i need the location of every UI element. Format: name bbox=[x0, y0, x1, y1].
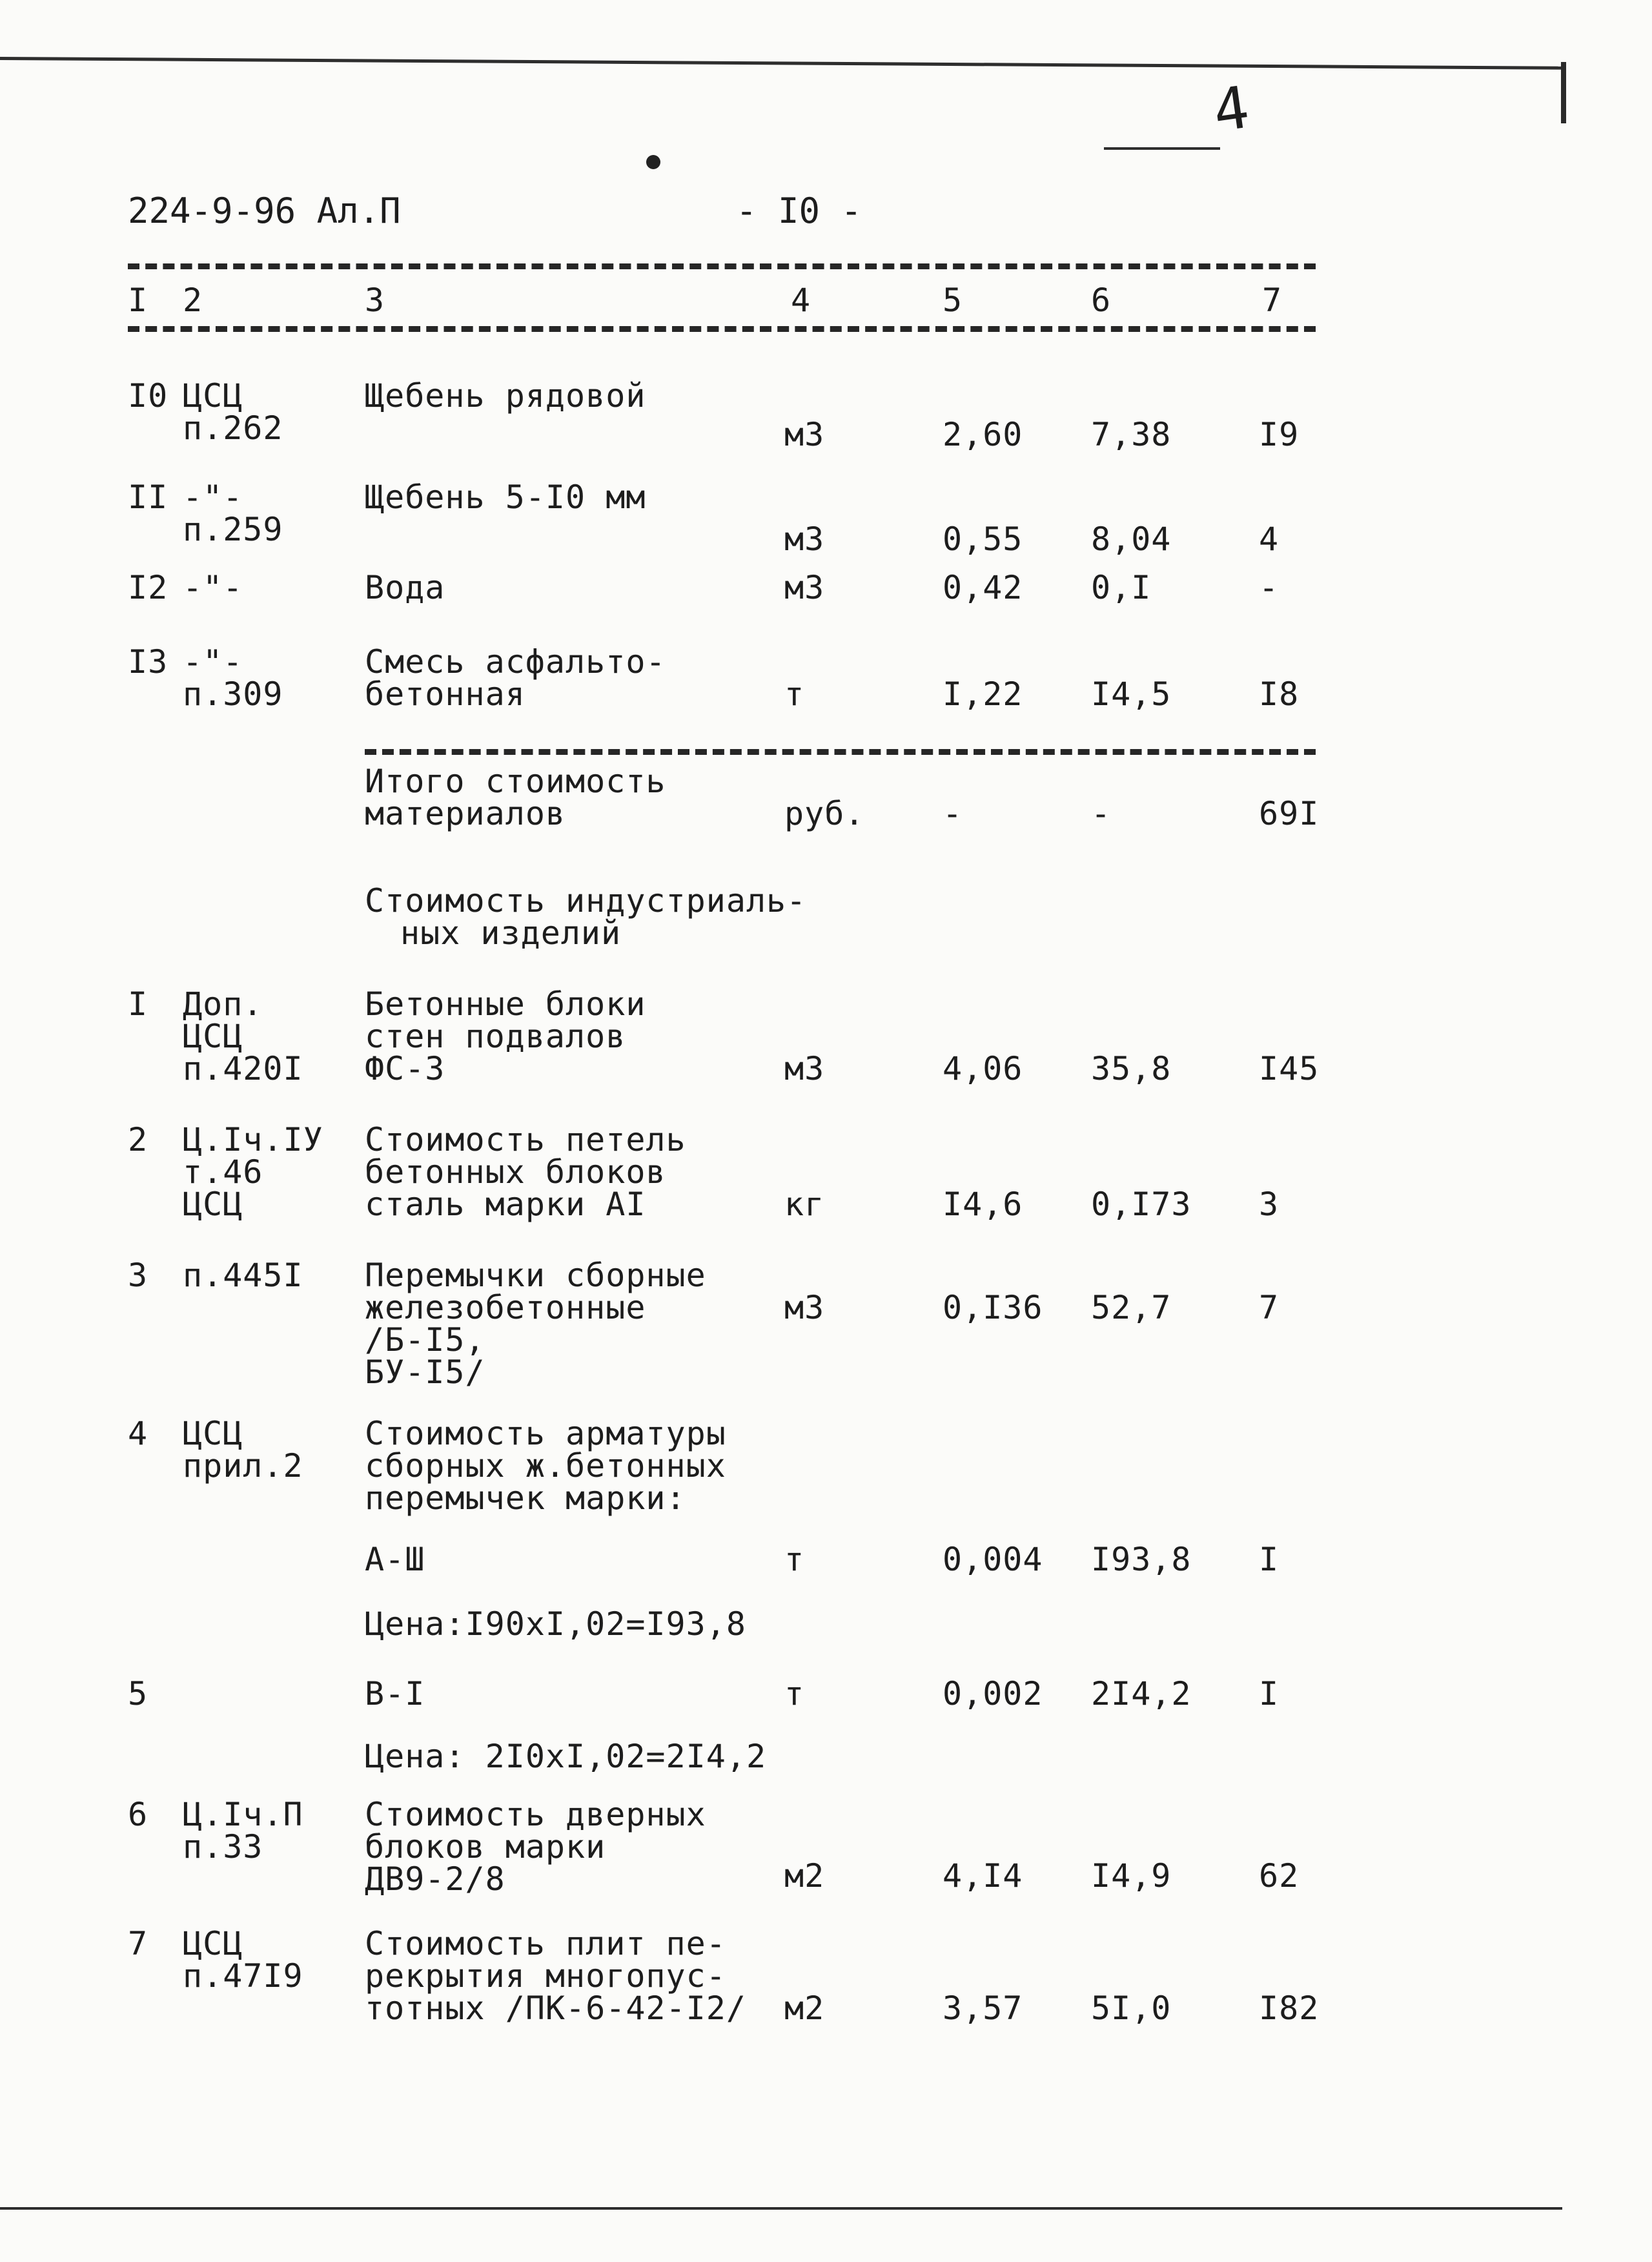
reference-line: п.420I bbox=[183, 1050, 303, 1087]
quantity-cell: - bbox=[943, 795, 963, 832]
reference-line: п.262 bbox=[183, 409, 283, 447]
unit-cell: м2 bbox=[784, 1857, 825, 1895]
price-cell: 7,38 bbox=[1091, 416, 1172, 453]
item-name-line: Щебень рядовой bbox=[365, 377, 646, 415]
document-code: 224-9-96 Ал.П bbox=[128, 190, 401, 231]
unit-cell: кг bbox=[784, 1186, 825, 1223]
quantity-cell: 3,57 bbox=[943, 1990, 1023, 2027]
total-cell: 3 bbox=[1259, 1186, 1280, 1223]
item-name-line: ных изделий bbox=[400, 914, 622, 952]
corner-mark: 4 bbox=[1208, 73, 1254, 146]
quantity-cell: 2,60 bbox=[943, 416, 1023, 453]
quantity-cell: 4,I4 bbox=[943, 1857, 1023, 1895]
item-name-line: ФС-3 bbox=[365, 1050, 445, 1087]
item-name-line: сталь марки AI bbox=[365, 1186, 646, 1223]
quantity-cell: 0,004 bbox=[943, 1541, 1043, 1578]
reference-line: Ц.Iч.П bbox=[183, 1796, 303, 1833]
quantity-cell: 0,55 bbox=[943, 520, 1023, 558]
item-name-line: БУ-I5/ bbox=[365, 1353, 485, 1391]
column-header-3: 3 bbox=[365, 282, 385, 319]
item-name-line: блоков марки bbox=[365, 1828, 606, 1866]
total-cell: I bbox=[1259, 1541, 1280, 1578]
item-name-line: Стоимость петель bbox=[365, 1121, 686, 1158]
reference-line: п.309 bbox=[183, 675, 283, 713]
row-number: 4 bbox=[128, 1415, 148, 1452]
item-name-line: Цена: 2I0xI,02=2I4,2 bbox=[365, 1738, 767, 1775]
reference-line: п.47I9 bbox=[183, 1957, 303, 1995]
reference-line: т.46 bbox=[183, 1153, 263, 1191]
reference-line: ЦСЦ bbox=[183, 1018, 243, 1055]
reference-line: п.445I bbox=[183, 1257, 303, 1294]
reference-line: -"- bbox=[183, 643, 243, 681]
item-name-line: Стоимость дверных bbox=[365, 1796, 706, 1833]
column-header-1: I bbox=[128, 282, 148, 319]
page-number: - I0 - bbox=[736, 190, 862, 231]
item-name-line: Стоимость арматуры bbox=[365, 1415, 726, 1452]
reference-line: -"- bbox=[183, 478, 243, 516]
unit-cell: м3 bbox=[784, 520, 825, 558]
price-cell: 35,8 bbox=[1091, 1050, 1172, 1087]
item-name-line: железобетонные bbox=[365, 1289, 646, 1326]
column-header-4: 4 bbox=[791, 282, 811, 319]
price-cell: 8,04 bbox=[1091, 520, 1172, 558]
row-number: 5 bbox=[128, 1675, 148, 1712]
quantity-cell: I,22 bbox=[943, 675, 1023, 713]
price-cell: 0,I bbox=[1091, 569, 1152, 606]
reference-line: ЦСЦ bbox=[183, 1925, 243, 1962]
total-cell: I8 bbox=[1259, 675, 1300, 713]
item-name-line: Стоимость плит пе- bbox=[365, 1925, 726, 1962]
scan-edge-right bbox=[1561, 62, 1566, 123]
column-header-2: 2 bbox=[183, 282, 203, 319]
total-cell: 69I bbox=[1259, 795, 1320, 832]
price-cell: I4,9 bbox=[1091, 1857, 1172, 1895]
unit-cell: м3 bbox=[784, 1050, 825, 1087]
price-cell: I93,8 bbox=[1091, 1541, 1192, 1578]
row-number: I3 bbox=[128, 643, 168, 681]
column-header-6: 6 bbox=[1091, 282, 1112, 319]
item-name-line: бетонных блоков bbox=[365, 1153, 666, 1191]
unit-cell: т bbox=[784, 675, 805, 713]
total-cell: 7 bbox=[1259, 1289, 1280, 1326]
item-name-line: Вода bbox=[365, 569, 445, 606]
item-name-line: В-I bbox=[365, 1675, 425, 1712]
unit-cell: т bbox=[784, 1675, 805, 1712]
price-cell: 2I4,2 bbox=[1091, 1675, 1192, 1712]
total-cell: - bbox=[1259, 569, 1280, 606]
reference-line: п.259 bbox=[183, 511, 283, 548]
reference-line: прил.2 bbox=[183, 1447, 303, 1485]
total-cell: I45 bbox=[1259, 1050, 1320, 1087]
unit-cell: т bbox=[784, 1541, 805, 1578]
item-name-line: тотных /ПК-6-42-I2/ bbox=[365, 1990, 746, 2027]
quantity-cell: 4,06 bbox=[943, 1050, 1023, 1087]
row-number: I2 bbox=[128, 569, 168, 606]
item-name-line: перемычек марки: bbox=[365, 1479, 686, 1517]
unit-cell: м3 bbox=[784, 569, 825, 606]
row-number: I bbox=[128, 985, 148, 1023]
reference-line: ЦСЦ bbox=[183, 1415, 243, 1452]
item-name-line: ДВ9-2/8 bbox=[365, 1860, 505, 1898]
table-header-top-rule bbox=[128, 263, 1316, 269]
item-name-line: А-Ш bbox=[365, 1541, 425, 1578]
total-cell: 62 bbox=[1259, 1857, 1300, 1895]
reference-line: п.33 bbox=[183, 1828, 263, 1866]
scan-edge-top bbox=[0, 57, 1562, 70]
item-name-line: /Б-I5, bbox=[365, 1321, 485, 1359]
scan-edge-bottom bbox=[0, 2207, 1562, 2210]
row-number: 2 bbox=[128, 1121, 148, 1158]
column-header-5: 5 bbox=[943, 282, 963, 319]
subtotal-rule bbox=[365, 749, 1316, 755]
row-number: 7 bbox=[128, 1925, 148, 1962]
reference-line: Доп. bbox=[183, 985, 263, 1023]
item-name-line: Итого стоимость bbox=[365, 763, 666, 800]
unit-cell: м3 bbox=[784, 416, 825, 453]
total-cell: I9 bbox=[1259, 416, 1300, 453]
row-number: II bbox=[128, 478, 168, 516]
price-cell: 5I,0 bbox=[1091, 1990, 1172, 2027]
table-header-bottom-rule bbox=[128, 326, 1316, 332]
row-number: 6 bbox=[128, 1796, 148, 1833]
price-cell: 52,7 bbox=[1091, 1289, 1172, 1326]
reference-line: Ц.Iч.IУ bbox=[183, 1121, 323, 1158]
reference-line: ЦСЦ bbox=[183, 1186, 243, 1223]
quantity-cell: 0,I36 bbox=[943, 1289, 1043, 1326]
item-name-line: Бетонные блоки bbox=[365, 985, 646, 1023]
item-name-line: рекрытия многопус- bbox=[365, 1957, 726, 1995]
price-cell: I4,5 bbox=[1091, 675, 1172, 713]
column-header-7: 7 bbox=[1262, 282, 1283, 319]
unit-cell: м3 bbox=[784, 1289, 825, 1326]
quantity-cell: 0,42 bbox=[943, 569, 1023, 606]
item-name-line: материалов bbox=[365, 795, 566, 832]
item-name-line: Смесь асфальто- bbox=[365, 643, 666, 681]
row-number: I0 bbox=[128, 377, 168, 415]
item-name-line: Стоимость индустриаль- bbox=[365, 882, 807, 920]
quantity-cell: I4,6 bbox=[943, 1186, 1023, 1223]
item-name-line: бетонная bbox=[365, 675, 525, 713]
item-name-line: сборных ж.бетонных bbox=[365, 1447, 726, 1485]
price-cell: - bbox=[1091, 795, 1112, 832]
item-name-line: Цена:I90xI,02=I93,8 bbox=[365, 1605, 746, 1643]
total-cell: I82 bbox=[1259, 1990, 1320, 2027]
reference-line: -"- bbox=[183, 569, 243, 606]
total-cell: 4 bbox=[1259, 520, 1280, 558]
punch-hole-mark bbox=[646, 155, 660, 169]
price-cell: 0,I73 bbox=[1091, 1186, 1192, 1223]
item-name-line: стен подвалов bbox=[365, 1018, 626, 1055]
item-name-line: Перемычки сборные bbox=[365, 1257, 706, 1294]
unit-cell: м2 bbox=[784, 1990, 825, 2027]
unit-cell: руб. bbox=[784, 795, 865, 832]
total-cell: I bbox=[1259, 1675, 1280, 1712]
reference-line: ЦСЦ bbox=[183, 377, 243, 415]
row-number: 3 bbox=[128, 1257, 148, 1294]
corner-mark-underline bbox=[1104, 147, 1220, 150]
item-name-line: Щебень 5-I0 мм bbox=[365, 478, 646, 516]
quantity-cell: 0,002 bbox=[943, 1675, 1043, 1712]
